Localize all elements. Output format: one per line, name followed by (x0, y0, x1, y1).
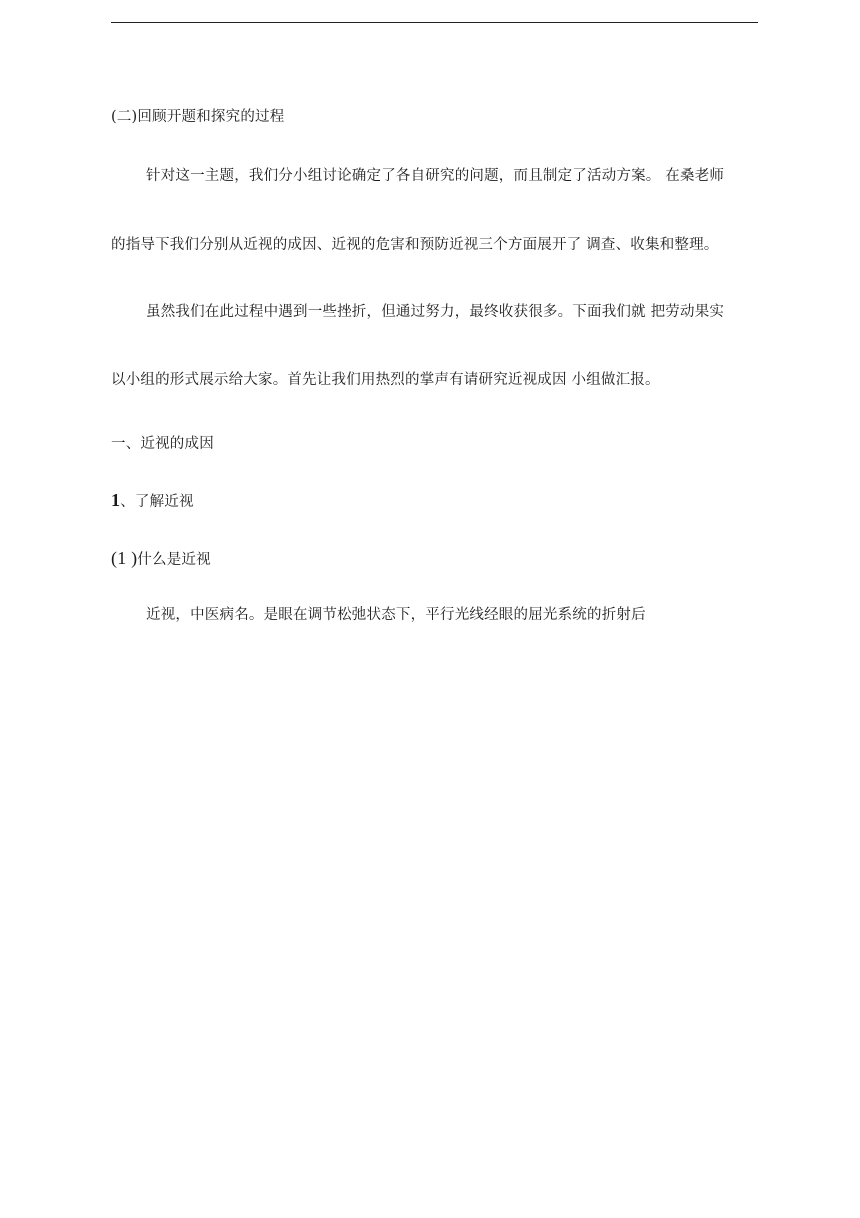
section-heading: (二)回顾开题和探究的过程 (111, 109, 285, 125)
heading-level-2-number: 1 (111, 490, 121, 510)
paragraph-2-line-1: 虽然我们在此过程中遇到一些挫折，但通过努力，最终收获很多。下面我们就 把劳动果实 (146, 304, 725, 320)
paragraph-1-line-1: 针对这一主题，我们分小组讨论确定了各自研究的问题，而且制定了活动方案。 在桑老师 (146, 168, 725, 184)
heading-level-3 (111, 548, 211, 570)
paragraph-1-line-2: 的指导下我们分别从近视的成因、近视的危害和预防近视三个方面展开了 调查、收集和整理。 (111, 237, 719, 253)
heading-level-2 (111, 490, 194, 512)
paragraph-2-line-2: 以小组的形式展示给大家。首先让我们用热烈的掌声有请研究近视成因 小组做汇报。 (111, 372, 660, 388)
heading-level-3-number: (1 ) (111, 548, 138, 568)
paragraph-3-line-1: 近视，中医病名。是眼在调节松弛状态下，平行光线经眼的屈光系统的折射后 (146, 607, 646, 623)
heading-level-2-text: 、了解近视 (120, 494, 194, 510)
header-rule (111, 22, 758, 23)
heading-level-3-text: 什么是近视 (137, 552, 211, 568)
heading-level-1: 一、近视的成因 (111, 436, 214, 452)
